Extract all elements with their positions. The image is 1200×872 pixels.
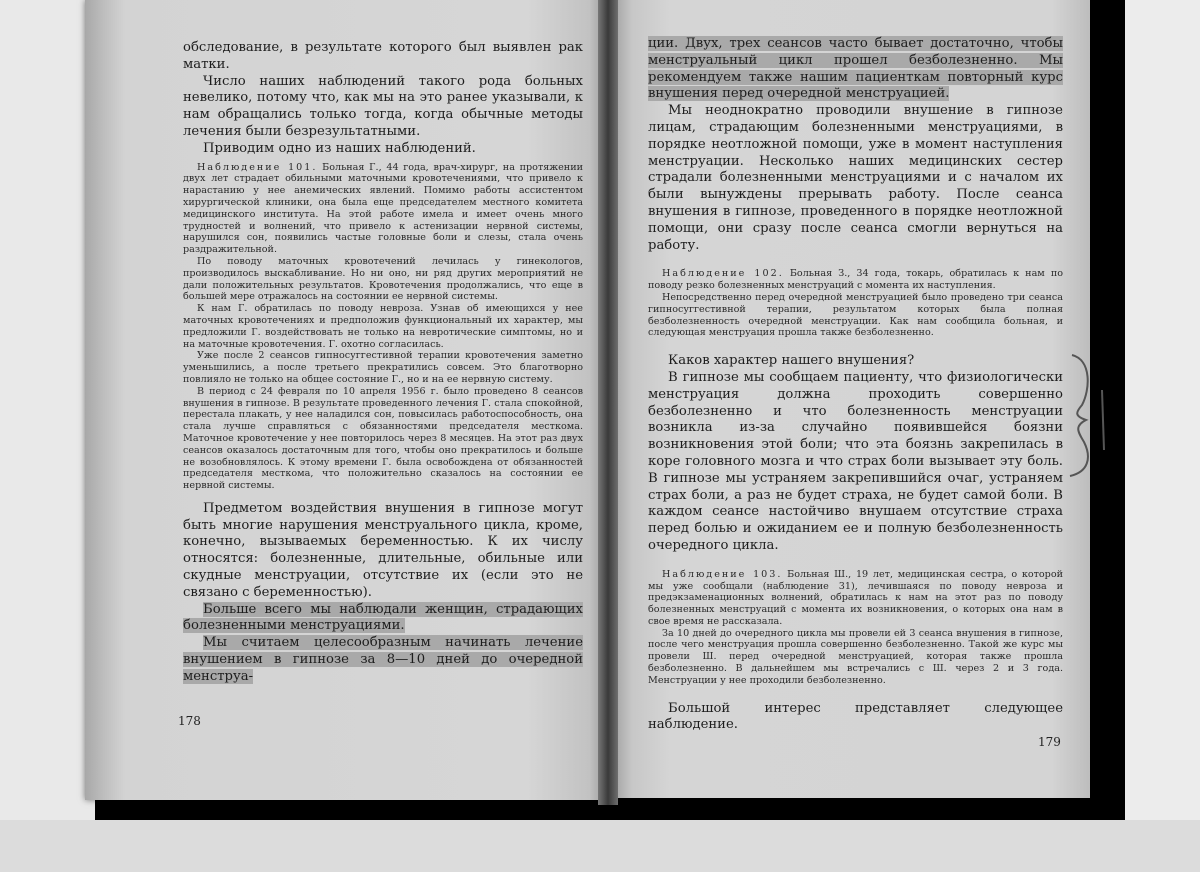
paragraph: Приводим одно из наших наблюдений.: [203, 140, 476, 156]
case-text: Больная Г., 44 года, врач-хирург, на протяжении двух лет страдает обильными маточными кровотечениями, что привело к нарастанию у нее анемических явлений. Помимо работы ассистентом хирургической клиники, она была еще председателем местного комитета медицинского института. На этой работе имела и имеет очень много трудностей и волнений, что привело к астенизации нервной системы, нарушился сон, появились частые головные боли и слезы, стала очень раздражительной.: [183, 161, 583, 256]
paragraph: [648, 36, 1063, 103]
paragraph: В гипнозе мы сообщаем пациенту, что физиологически менструация должна проходить совершенно безболезненно и что болезненность менструации возникла из-за случайно появившейся боязни возникновения этой боли; что эта боязнь закрепилась в коре головного мозга и что страх боли вызывает эту боль. В гипнозе мы устраняем закрепившийся очаг, устраняем страх боли, а раз не будет страха, не будет самой боли. В каждом сеансе настойчиво внушаем отсутствие страха перед болью и ожиданием ее и полную безболезненность очередного цикла.: [648, 369, 1063, 553]
paragraph: Предметом воздействия внушения в гипнозе могут быть многие нарушения менструального цикла, кроме, конечно, вызываемых беременностью. К их числу относятся: болезненные, длительные, обильные или скудные менструации, отсутствие их (если это не связано с беременностью).: [183, 500, 583, 600]
scanner-margin-right: [1125, 0, 1200, 872]
page-number-left: 178: [178, 714, 201, 728]
scanner-margin-left: [0, 0, 95, 872]
pencil-margin-brace: [1062, 350, 1122, 480]
section-question: Каков характер нашего внушения?: [668, 353, 915, 369]
paragraph: обследование, в результате которого был выявлен рак матки.: [183, 40, 583, 72]
case-paragraph: [648, 268, 1063, 292]
case-text: Больная Ш., 19 лет, медицинская сестра, о которой мы уже сообщали (наблюдение 31), лечившаяся по поводу невроза и предэкзаменационных волнений, обратилась к нам на этот раз по поводу болезненных менструаций с момента их возникновения, о которых она нам в свое время не рассказала.: [648, 568, 1063, 627]
paragraph: Большой интерес представляет следующее наблюдение.: [648, 700, 1063, 733]
case-paragraph: Уже после 2 сеансов гипносуггестивной терапии кровотечения заметно уменьшились, а после третьего прекратились совсем. Это благотворно повлияло не только на общее состояние Г., но и на ее нервную систему.: [183, 350, 583, 385]
left-page-text: [183, 40, 583, 686]
right-page-text: [648, 36, 1063, 734]
case-heading: Наблюдение 101.: [197, 161, 318, 173]
paragraph: Число наших наблюдений такого рода больных невелико, потому что, как мы на это ранее указывали, к нам обращались только тогда, когда обычные методы лечения были безрезультатными.: [183, 73, 583, 139]
book-gutter: [598, 0, 618, 805]
case-paragraph: [648, 569, 1063, 628]
case-paragraph: [183, 162, 583, 256]
paragraph: [183, 602, 583, 636]
case-paragraph: К нам Г. обратилась по поводу невроза. Узнав об имеющихся у нее маточных кровотечениях и предположив функциональный их характер, мы предложили Г. воздействовать не только на невротические симптомы, но и на маточные кровотечения. Г. охотно согласилась.: [183, 303, 583, 350]
case-paragraph: По поводу маточных кровотечений лечилась у гинекологов, производилось выскабливание. Но ни оно, ни ряд других мероприятий не дали положительных результатов. Кровотечения продолжались, что еще в большей мере отражалось на состоянии ее нервной системы.: [183, 255, 583, 303]
paragraph: [183, 635, 583, 685]
paragraph: Мы неоднократно проводили внушение в гипнозе лицам, страдающим болезненными менструациями, в порядке неотложной помощи, уже в момент наступления менструации. Несколько наших медицинских сестер страдали болезненными менструациями и с началом их были вынуждены прерывать работу. После сеанса внушения в гипнозе, проведенного в порядке неотложной помощи, они сразу после сеанса смогли вернуться на работу.: [648, 103, 1063, 253]
case-heading: Наблюдение 103.: [662, 568, 783, 580]
case-heading: Наблюдение 102.: [662, 268, 784, 280]
highlighted-text: Больше всего мы наблюдали женщин, страдающих болезненными менструациями.: [183, 601, 583, 634]
case-paragraph: В период с 24 февраля по 10 апреля 1956 г. было проведено 8 сеансов внушения в гипнозе. В результате проведенного лечения Г. стала спокойной, перестала плакать, у нее наладился сон, повысилась работоспособность, она стала лучше справляться с обязанностями председателя месткома. Маточное кровотечение у нее повторилось через 8 месяцев. На этот раз двух сеансов оказалось достаточным для того, чтобы оно прекратилось и больше не возобновлялось. К этому времени Г. была освобождена от обязанностей председателя месткома, что положительно сказалось на состоянии ее нервной системы.: [183, 385, 583, 492]
highlighted-text: ции. Двух, трех сеансов часто бывает достаточно, чтобы менструальный цикл прошел безболезненно. Мы рекомендуем также нашим пациенткам повторный курс внушения перед очередной менструацией.: [648, 36, 1063, 102]
page-number-right: 179: [1038, 735, 1061, 749]
case-paragraph: Непосредственно перед очередной менструацией было проведено три сеанса гипносуггестивной терапии, результатом которых была полная безболезненность очередной менструации. Как нам сообщила больная, и следующая менструация прошла также безболезненно.: [648, 291, 1063, 339]
scanner-margin-bottom: [0, 820, 1200, 872]
case-paragraph: За 10 дней до очередного цикла мы провели ей 3 сеанса внушения в гипнозе, после чего менструация прошла совершенно безболезненно. Такой же курс мы провели Ш. перед очередной менструацией, которая также прошла безболезненно. В дальнейшем мы встречались с Ш. через 2 и 3 года. Менструации у нее проходили безболезненно.: [648, 627, 1063, 686]
highlighted-text: Мы считаем целесообразным начинать лечение внушением в гипнозе за 8—10 дней до очередной менструа-: [183, 635, 583, 684]
case-text: Больная З., 34 года, токарь, обратилась к нам по поводу резко болезненных менструаций с момента их наступления.: [648, 268, 1063, 292]
